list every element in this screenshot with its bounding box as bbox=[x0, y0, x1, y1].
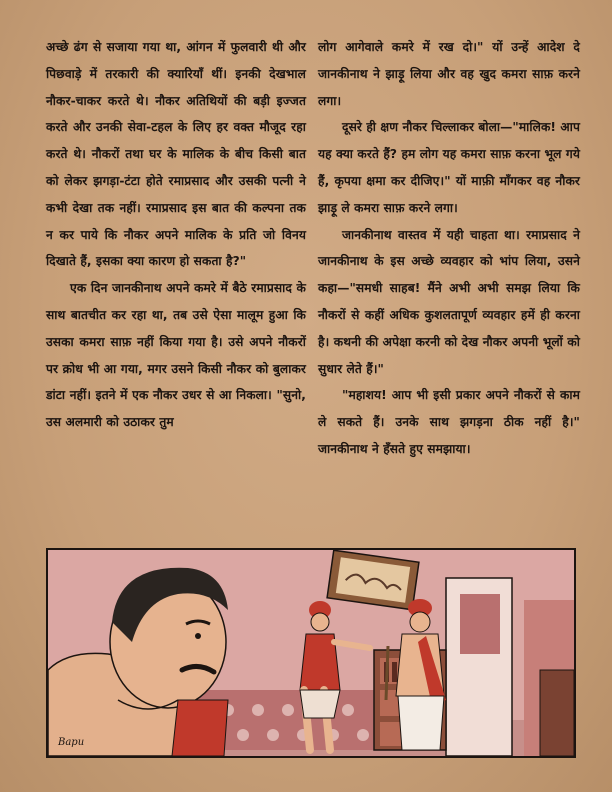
artist-signature: Bapu bbox=[58, 737, 85, 748]
illustration-scene bbox=[48, 550, 574, 756]
broom-icon bbox=[386, 646, 388, 700]
paragraph: अच्छे ढंग से सजाया गया था, आंगन में फुलवारी थी और पिछवाड़े में तरकारी की क्यारियाँ थीं। इनकी देखभाल नौकर-चाकर करते थे। नौकर अतिथियों की बड़ी इज्जत करते और उनकी सेवा-टहल के लिए हर वक्त मौजूद रहा करते थे। नौकरों तथा घर के मालिक के बीच किसी बात को लेकर झगड़ा-टंटा होते रमाप्रसाद और उसकी पत्नी ने कभी देखा तक नहीं। रमाप्रसाद इस बात की कल्पना तक न कर पाये कि नौकर अपने मालिक के प्रति जो विनय दिखाते हैं, इसका क्या कारण हो सकता है?" bbox=[46, 40, 306, 269]
paragraph: एक दिन जानकीनाथ अपने कमरे में बैठे रमाप्रसाद के साथ बातचीत कर रहा था, तब उसे ऐसा मालूम हुआ कि उसका कमरा साफ़ नहीं किया गया है। उसे अपने नौकरों पर क्रोध भी आ गया, मगर उसने किसी नौकर को बुलाकर डांटा नहीं। इतने में एक नौकर उधर से आ निकला। "सुनो, उस अलमारी को उठाकर तुम bbox=[46, 281, 306, 430]
paragraph: लोग आगेवाले कमरे में रख दो।" यों उन्हें आदेश दे जानकीनाथ ने झाड़ू लिया और वह खुद कमरा साफ़ करने लगा। bbox=[318, 40, 580, 108]
paragraph: "महाशय! आप भी इसी प्रकार अपने नौकरों से काम ले सकते हैं। उनके साथ झगड़ना ठीक नहीं है।" जानकीनाथ ने हँसते हुए समझाया। bbox=[318, 388, 580, 456]
paragraph: दूसरे ही क्षण नौकर चिल्लाकर बोला—"मालिक! आप यह क्या करते हैं? हम लोग यह कमरा साफ़ करना भूल गये हैं, कृपया क्षमा कर दीजिए।" यों माफ़ी माँगकर वह नौकर झाड़ू ले कमरा साफ़ करने लगा। bbox=[318, 120, 580, 215]
text-column-right bbox=[318, 34, 580, 463]
paragraph: जानकीनाथ वास्तव में यही चाहता था। रमाप्रसाद ने जानकीनाथ के इस अच्छे व्यवहार को भांप लिया, उसने कहा—"समधी साहब! मैंने अभी अभी समझ लिया कि नौकरों से कहीं अधिक कुशलतापूर्ण व्यवहार हमें ही करना है। कथनी की अपेक्षा करनी को देख नौकर अपनी भूलों को सुधार लेते हैं।" bbox=[318, 227, 580, 376]
illustration-panel bbox=[46, 548, 576, 758]
text-column-left bbox=[46, 34, 306, 436]
